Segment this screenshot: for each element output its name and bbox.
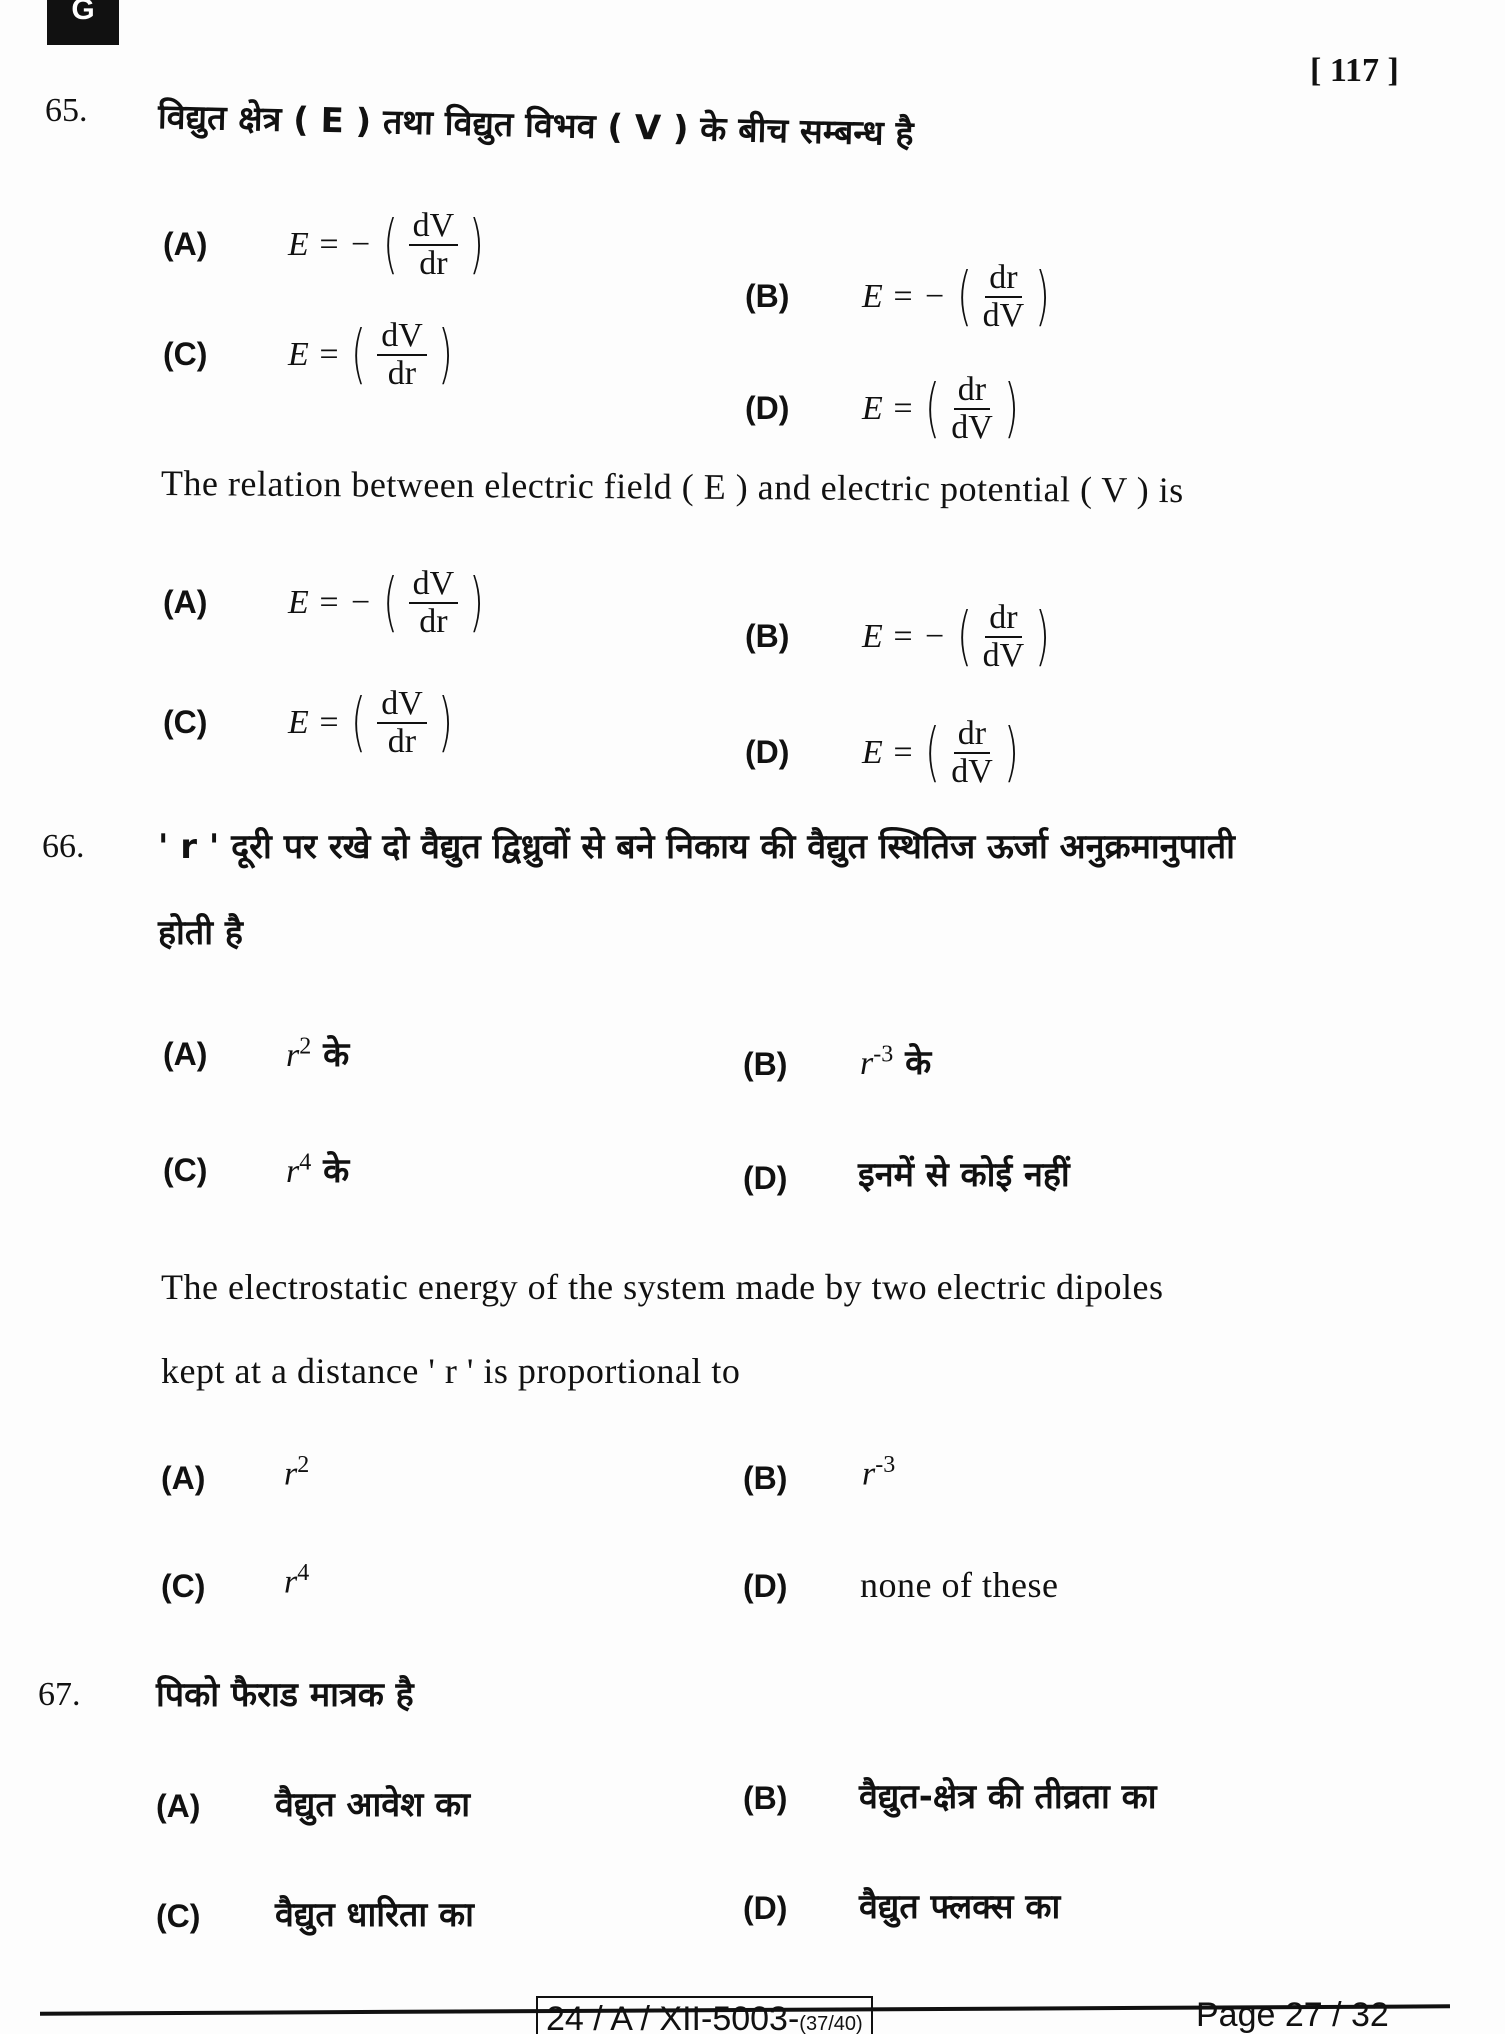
- option-label: (A): [163, 1036, 208, 1072]
- option-label: (D): [745, 734, 790, 770]
- option-label: (B): [743, 1460, 788, 1496]
- question-stem-hindi: ' r ' दूरी पर रखे दो वैद्युत द्विध्रुवों से बने निकाय की वैद्युत स्थितिज ऊर्जा अनुक्रमानुपाती: [158, 827, 1235, 867]
- fraction: [951, 372, 993, 446]
- fraction: [377, 318, 427, 392]
- denominator: dV: [951, 753, 993, 790]
- denominator: dr: [387, 723, 417, 760]
- option-label: (A): [156, 1788, 201, 1824]
- paren-open: (: [956, 260, 972, 334]
- formula-lhs: E =: [862, 734, 915, 771]
- denominator: dr: [419, 603, 448, 640]
- fraction: [409, 566, 459, 640]
- option-value: $r^2$ के: [286, 1033, 350, 1075]
- formula-lhs: E =: [288, 336, 341, 373]
- paren-close: ): [437, 318, 453, 392]
- option-label: (A): [163, 226, 208, 262]
- paren-open: (: [925, 716, 941, 790]
- numerator: dV: [409, 208, 459, 246]
- option-label: (B): [743, 1780, 788, 1816]
- option-formula: [288, 566, 489, 640]
- option-value: $r^{-3}$: [862, 1452, 896, 1493]
- question-stem-english: The relation between electric field ( E ) and electric potential ( V ) is: [160, 463, 1184, 511]
- formula-lhs: E = −: [288, 584, 372, 621]
- denominator: dV: [982, 297, 1025, 334]
- numerator: dr: [954, 716, 990, 754]
- numerator: dr: [985, 260, 1021, 298]
- option-label: (C): [163, 336, 208, 372]
- question-number: 66.: [42, 828, 85, 865]
- option-value: वैद्युत आवेश का: [275, 1785, 471, 1825]
- paren-open: (: [382, 208, 398, 282]
- paren-close: ): [437, 686, 453, 760]
- fraction: [951, 716, 993, 790]
- question-stem-english: The electrostatic energy of the system made by two electric dipoles: [161, 1267, 1164, 1307]
- paren-open: (: [351, 686, 367, 760]
- option-label: (C): [163, 704, 208, 740]
- option-label: (D): [743, 1568, 788, 1604]
- option-label: (B): [745, 278, 790, 314]
- option-value: none of these: [860, 1565, 1059, 1605]
- numerator: dr: [954, 372, 990, 410]
- option-formula: [862, 600, 1055, 674]
- option-value: $r^{-3}$ के: [860, 1041, 932, 1083]
- option-label: (D): [743, 1890, 788, 1926]
- formula-lhs: E =: [862, 390, 915, 427]
- option-label: (A): [161, 1460, 206, 1496]
- option-label: (C): [163, 1152, 208, 1188]
- option-label: (D): [745, 390, 790, 426]
- fraction: [377, 686, 427, 760]
- formula-lhs: E =: [288, 704, 341, 741]
- option-formula: [288, 208, 489, 282]
- question-stem-hindi: पिको फैराड मात्रक है: [156, 1675, 414, 1715]
- denominator: dr: [387, 355, 417, 392]
- paren-close: ): [469, 566, 485, 640]
- denominator: dV: [951, 409, 993, 446]
- option-formula: [288, 318, 458, 392]
- formula-lhs: E = −: [862, 278, 946, 315]
- page-indicator: Page 27 / 32: [1196, 1996, 1389, 2034]
- question-number: 67.: [38, 1676, 81, 1713]
- question-stem-hindi: होती है: [158, 913, 243, 953]
- numerator: dV: [377, 686, 427, 724]
- numerator: dr: [985, 600, 1021, 638]
- paper-code: 24 / A / XII-5003-(37/40): [536, 1996, 873, 2034]
- denominator: dV: [982, 637, 1025, 674]
- option-formula: [862, 716, 1024, 790]
- option-label: (A): [163, 584, 208, 620]
- option-value: वैद्युत-क्षेत्र की तीव्रता का: [859, 1777, 1157, 1817]
- option-formula: [862, 260, 1055, 334]
- page-code: [ 117 ]: [1310, 52, 1399, 89]
- option-formula: [862, 372, 1024, 446]
- paren-close: ): [1035, 600, 1051, 674]
- option-label: (D): [743, 1160, 788, 1196]
- question-stem-hindi: विद्युत क्षेत्र ( E ) तथा विद्युत विभव ( V ) के बीच सम्बन्ध है: [157, 97, 914, 155]
- paren-close: ): [1035, 260, 1051, 334]
- question-stem-english: kept at a distance ' r ' is proportional to: [161, 1351, 741, 1391]
- fraction: [983, 600, 1025, 674]
- option-label: (C): [156, 1898, 201, 1934]
- option-label: (B): [745, 618, 790, 654]
- set-badge: G: [47, 0, 119, 45]
- paren-open: (: [382, 566, 398, 640]
- option-value: वैद्युत धारिता का: [275, 1895, 474, 1935]
- option-formula: [288, 686, 458, 760]
- paren-open: (: [925, 372, 941, 446]
- paren-open: (: [956, 600, 972, 674]
- fraction: [983, 260, 1025, 334]
- option-label: (B): [743, 1046, 788, 1082]
- paren-close: ): [469, 208, 485, 282]
- option-value: वैद्युत फ्लक्स का: [859, 1887, 1061, 1927]
- option-value: $r^4$ के: [286, 1149, 350, 1191]
- formula-lhs: E = −: [288, 226, 372, 263]
- option-value: $r^4$: [284, 1560, 310, 1601]
- paren-close: ): [1003, 716, 1019, 790]
- question-number: 65.: [45, 92, 88, 129]
- formula-lhs: E = −: [862, 618, 946, 655]
- paren-open: (: [351, 318, 367, 392]
- option-value: इनमें से कोई नहीं: [858, 1155, 1070, 1195]
- option-value: $r^2$: [284, 1452, 310, 1493]
- numerator: dV: [409, 566, 459, 604]
- denominator: dr: [419, 245, 448, 282]
- option-label: (C): [161, 1568, 206, 1604]
- fraction: [409, 208, 459, 282]
- paren-close: ): [1003, 372, 1019, 446]
- numerator: dV: [377, 318, 427, 356]
